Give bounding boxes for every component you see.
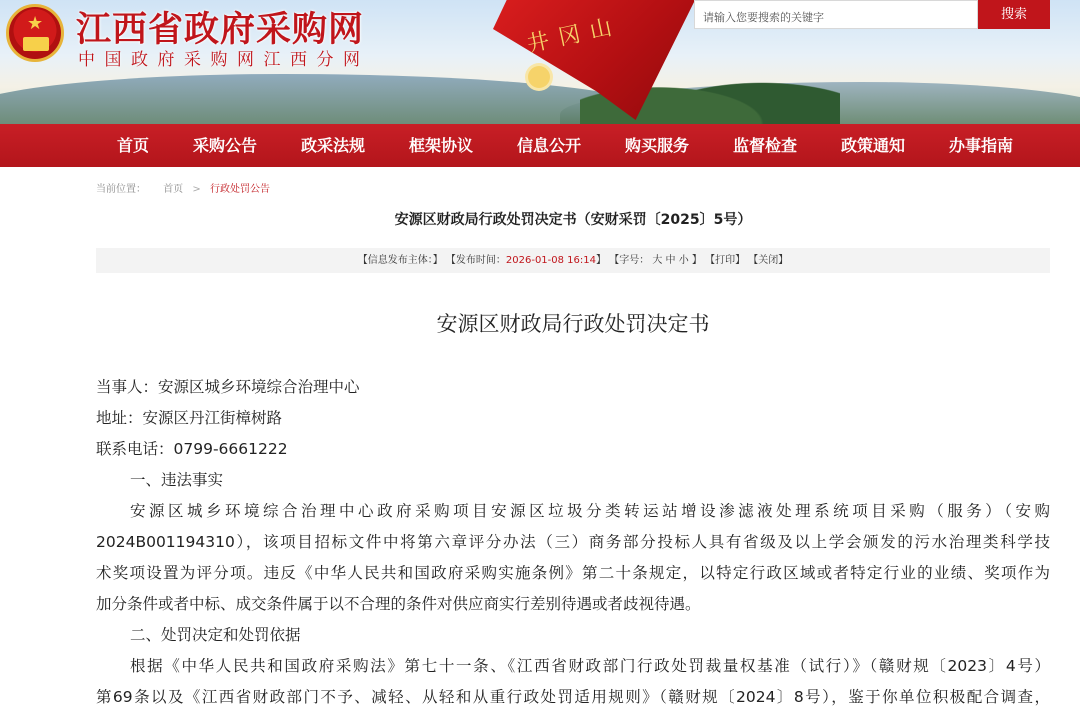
font-size-controls[interactable]: 【字号： 大 中 小 】 — [609, 255, 702, 266]
party-line: 当事人：安源区城乡环境综合治理中心 — [96, 378, 360, 396]
document-title: 安源区财政局行政处罚决定书 — [436, 312, 710, 336]
section-heading-decision: 二、处罚决定和处罚依据 — [130, 626, 301, 644]
close-link[interactable]: 【关闭】 — [748, 255, 789, 266]
facts-paragraph-line: 2024B001194310），该项目招标文件中将第六章评分办法（三）商务部分投标人具有省级及以上学会颁发的污水治理类科学技 — [96, 533, 1050, 551]
phone-line: 联系电话：0799-6661222 — [96, 440, 288, 458]
national-emblem-icon — [6, 4, 64, 62]
banner-flag-text: 井冈山 — [524, 13, 624, 58]
breadcrumb-home-link[interactable]: 首页 — [163, 184, 184, 195]
article-meta-bar — [96, 248, 1050, 273]
facts-paragraph-line: 安源区城乡环境综合治理中心政府采购项目安源区垃圾分类转运站增设渗滤液处理系统项目采购（服务）（安购 — [130, 502, 1050, 520]
nav-item-information-disclosure[interactable]: 信息公开 — [516, 136, 581, 155]
nav-item-policy-notices[interactable]: 政策通知 — [840, 136, 905, 155]
meta-publisher: 【信息发布主体：】 — [357, 255, 443, 266]
breadcrumb — [96, 180, 270, 195]
facts-paragraph-line: 术奖项设置为评分项。违反《中华人民共和国政府采购实施条例》第二十条规定，以特定行政区域或者特定行业的业绩、奖项作为 — [96, 564, 1050, 582]
nav-item-regulations[interactable]: 政采法规 — [300, 136, 365, 155]
site-title[interactable]: 江西省政府采购网 — [76, 10, 365, 50]
breadcrumb-prefix: 当前位置： — [96, 184, 146, 195]
facts-paragraph-line: 加分条件或者中标、成交条件属于以不合理的条件对供应商实行差别待遇或者歧视待遇。 — [96, 595, 701, 613]
nav-item-supervision[interactable]: 监督检查 — [732, 136, 797, 155]
print-link[interactable]: 【打印】 — [705, 255, 746, 266]
banner-badge-icon — [528, 66, 550, 88]
nav-item-guides[interactable]: 办事指南 — [948, 136, 1013, 155]
decision-paragraph-line: 第69条以及《江西省财政部门不予、减轻、从轻和从重行政处罚适用规则》（赣财规〔2024〕8号），鉴于你单位积极配合调查， — [96, 688, 1050, 706]
breadcrumb-current-link[interactable]: 行政处罚公告 — [209, 184, 270, 195]
main-nav — [0, 124, 1080, 167]
search-button[interactable]: 搜索 — [978, 0, 1050, 29]
nav-item-procurement-notices[interactable]: 采购公告 — [192, 136, 257, 155]
emblem-gate-icon — [23, 37, 49, 51]
site-subtitle: 中国政府采购网江西分网 — [78, 50, 370, 70]
nav-item-home[interactable]: 首页 — [116, 136, 149, 155]
emblem-star-icon: ★ — [27, 13, 44, 34]
breadcrumb-separator: > — [192, 184, 201, 195]
article-title: 安源区财政局行政处罚决定书（安财采罚〔2025〕5号） — [394, 212, 752, 228]
section-heading-facts: 一、违法事实 — [130, 471, 224, 489]
nav-item-framework-agreements[interactable]: 框架协议 — [408, 136, 473, 155]
address-line: 地址：安源区丹江街樟树路 — [96, 409, 283, 427]
nav-item-purchase-services[interactable]: 购买服务 — [624, 136, 689, 155]
decision-paragraph-line: 根据《中华人民共和国政府采购法》第七十一条、《江西省财政部门行政处罚裁量权基准（试行）》（赣财规〔2023〕4号） — [130, 657, 1050, 675]
meta-time-close: 】 — [596, 255, 607, 266]
meta-time-label: 【发布时间： — [445, 255, 506, 266]
meta-publish-date: 2026-01-08 16:14 — [505, 255, 597, 266]
header-banner — [0, 0, 1080, 124]
search-input[interactable]: 请输入您要搜索的关键字 — [694, 0, 978, 29]
